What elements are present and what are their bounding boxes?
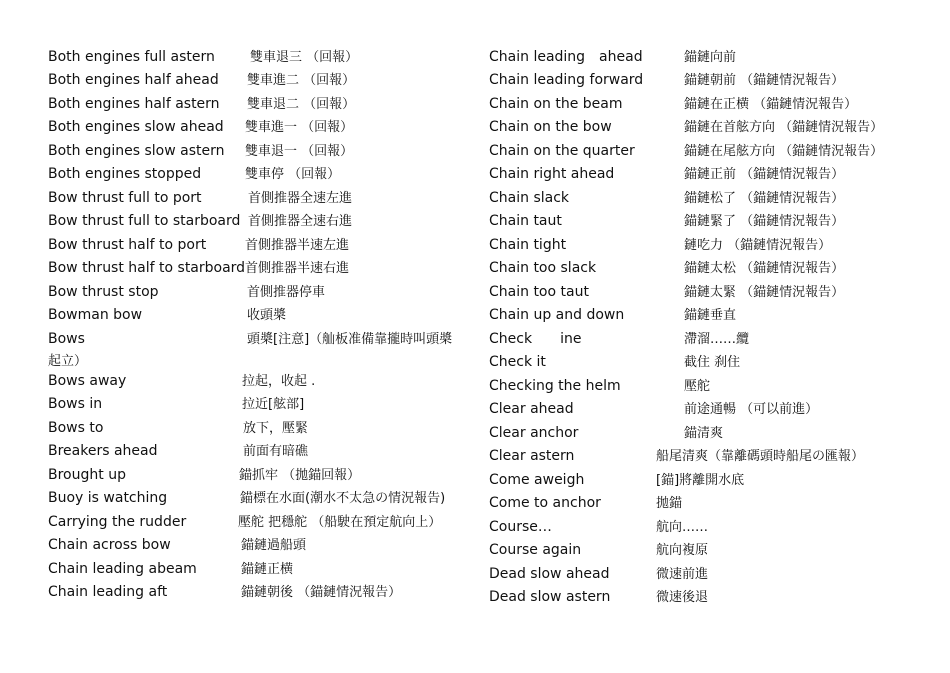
chinese-translation: 錨鏈垂直 bbox=[684, 308, 737, 323]
english-term: Bow thrust half to port bbox=[48, 237, 207, 253]
english-term: Bows to bbox=[48, 420, 104, 436]
english-term: Breakers ahead bbox=[48, 443, 158, 459]
chinese-translation: 錨鏈過船頭 bbox=[241, 538, 307, 553]
term-entry bbox=[489, 116, 930, 139]
english-term: Come aweigh bbox=[489, 472, 585, 488]
english-term: Chain tight bbox=[489, 237, 567, 253]
term-entry bbox=[489, 516, 930, 539]
english-term: Both engines full astern bbox=[48, 49, 215, 65]
chinese-translation: 錨鏈太緊 （錨鏈情況報告） bbox=[684, 285, 845, 300]
english-term: Chain on the beam bbox=[489, 96, 623, 112]
chinese-translation: 雙車進一 （回報） bbox=[245, 120, 354, 135]
english-term: Dead slow astern bbox=[489, 589, 611, 605]
term-entry bbox=[489, 375, 930, 398]
english-term: Course again bbox=[489, 542, 582, 558]
chinese-translation: 拉起，收起 . bbox=[242, 374, 316, 389]
chinese-translation: 前途通暢 （可以前進） bbox=[684, 402, 819, 417]
english-term: Bow thrust half to starboard bbox=[48, 260, 246, 276]
english-term: Bow thrust stop bbox=[48, 284, 159, 300]
english-term: Check ine bbox=[489, 331, 582, 347]
english-term: Dead slow ahead bbox=[489, 566, 610, 582]
english-term: Chain too slack bbox=[489, 260, 597, 276]
chinese-translation: 錨鏈朝後 （錨鏈情況報告） bbox=[241, 585, 402, 600]
english-term: Bows in bbox=[48, 396, 103, 412]
english-term: Bow thrust full to starboard bbox=[48, 213, 241, 229]
chinese-translation: [錨]將離開水底 bbox=[656, 473, 745, 488]
english-term: Chain across bow bbox=[48, 537, 171, 553]
chinese-translation: 航向…… bbox=[656, 520, 709, 535]
english-term: Chain up and down bbox=[489, 307, 625, 323]
english-term: Checking the helm bbox=[489, 378, 621, 394]
chinese-translation: 錨抓牢 （拋錨回報） bbox=[239, 468, 361, 483]
chinese-translation: 滯溜……纜 bbox=[684, 332, 750, 347]
english-term: Bow thrust full to port bbox=[48, 190, 202, 206]
chinese-translation: 首側推器半速左進 bbox=[245, 238, 350, 253]
english-term: Course… bbox=[489, 519, 552, 535]
chinese-translation: 拋錨 bbox=[656, 496, 683, 511]
english-term: Chain leading aft bbox=[48, 584, 168, 600]
chinese-translation: 雙車退一 （回報） bbox=[245, 144, 354, 159]
chinese-translation: 錨鏈在正横 （錨鏈情況報告） bbox=[684, 97, 858, 112]
chinese-translation: 壓舵 把穩舵 （船駛在預定航向上） bbox=[238, 515, 442, 530]
english-term: Chain on the quarter bbox=[489, 143, 635, 159]
chinese-translation: 錨鏈向前 bbox=[684, 50, 737, 65]
term-entry bbox=[489, 586, 930, 609]
english-term: Both engines half astern bbox=[48, 96, 220, 112]
english-term: Clear ahead bbox=[489, 401, 574, 417]
english-term: Bows bbox=[48, 331, 85, 347]
english-term: Check it bbox=[489, 354, 546, 370]
english-term: Bows away bbox=[48, 373, 127, 389]
chinese-translation: 壓舵 bbox=[684, 379, 711, 394]
term-entry bbox=[489, 69, 930, 92]
chinese-translation: 船尾清爽（靠離碼頭時船尾の匯報） bbox=[656, 449, 865, 464]
english-term: Brought up bbox=[48, 467, 126, 483]
chinese-translation: 拉近[舷部] bbox=[242, 397, 305, 412]
term-entry bbox=[489, 539, 930, 562]
english-term: Chain slack bbox=[489, 190, 570, 206]
english-term: Chain leading abeam bbox=[48, 561, 197, 577]
chinese-translation: 錨鏈正前 （錨鏈情況報告） bbox=[684, 167, 845, 182]
term-entry bbox=[489, 469, 930, 492]
term-entry bbox=[489, 304, 930, 327]
chinese-translation: 錨鏈太松 （錨鏈情況報告） bbox=[684, 261, 845, 276]
english-term: Both engines half ahead bbox=[48, 72, 219, 88]
chinese-translation: 錨鏈在首舷方向 （錨鏈情況報告） bbox=[684, 120, 884, 135]
chinese-translation: 頭槳[注意]（舢板准備靠攏時叫頭槳 bbox=[247, 332, 453, 347]
chinese-translation: 航向複原 bbox=[656, 543, 709, 558]
english-term: Bowman bow bbox=[48, 307, 143, 323]
chinese-translation: 首側推器半速右進 bbox=[245, 261, 350, 276]
chinese-translation: 錨清爽 bbox=[684, 426, 724, 441]
term-entry bbox=[489, 163, 930, 186]
chinese-translation: 錨標在水面(潮水不太急の情況報告) bbox=[240, 491, 446, 506]
chinese-translation: 錨鏈在尾舷方向 （錨鏈情況報告） bbox=[684, 144, 884, 159]
chinese-translation: 雙車退三 （回報） bbox=[250, 50, 359, 65]
chinese-translation: 前面有暗礁 bbox=[243, 444, 309, 459]
english-term: Carrying the rudder bbox=[48, 514, 187, 530]
term-entry bbox=[489, 187, 930, 210]
english-term: Chain leading forward bbox=[489, 72, 644, 88]
chinese-translation: 微速後退 bbox=[656, 590, 709, 605]
term-entry bbox=[489, 422, 930, 445]
english-term: Chain on the bow bbox=[489, 119, 612, 135]
term-entry bbox=[489, 445, 930, 468]
chinese-translation: 首側推器停車 bbox=[247, 285, 326, 300]
english-term: Chain too taut bbox=[489, 284, 589, 300]
term-entry bbox=[489, 234, 930, 257]
chinese-translation: 收頭槳 bbox=[247, 308, 287, 323]
english-term: Come to anchor bbox=[489, 495, 601, 511]
term-entry bbox=[489, 46, 930, 69]
term-entry bbox=[489, 398, 930, 421]
chinese-translation: 放下，壓緊 bbox=[243, 421, 309, 436]
chinese-translation: 錨鏈緊了 （錨鏈情況報告） bbox=[684, 214, 845, 229]
term-entry bbox=[489, 210, 930, 233]
term-entry bbox=[489, 257, 930, 280]
english-term: Both engines stopped bbox=[48, 166, 202, 182]
english-term: Both engines slow ahead bbox=[48, 119, 224, 135]
chinese-translation: 首側推器全速左進 bbox=[248, 191, 353, 206]
chinese-translation: 鏈吃力 （錨鏈情況報告） bbox=[684, 238, 832, 253]
chinese-translation: 雙車退二 （回報） bbox=[247, 97, 356, 112]
chinese-translation: 截住 刹住 bbox=[684, 355, 741, 370]
chinese-translation: 微速前進 bbox=[656, 567, 709, 582]
chinese-translation: 錨鏈朝前 （錨鏈情況報告） bbox=[684, 73, 845, 88]
english-term: Chain leading ahead bbox=[489, 49, 643, 65]
term-entry bbox=[489, 328, 930, 351]
chinese-translation: 雙車進二 （回報） bbox=[247, 73, 356, 88]
term-entry bbox=[489, 281, 930, 304]
english-term: Chain taut bbox=[489, 213, 562, 229]
english-term: Chain right ahead bbox=[489, 166, 615, 182]
english-term: Clear astern bbox=[489, 448, 575, 464]
term-entry bbox=[489, 492, 930, 515]
chinese-translation: 首側推器全速右進 bbox=[248, 214, 353, 229]
term-entry bbox=[489, 140, 930, 163]
chinese-translation: 錨鏈松了 （錨鏈情況報告） bbox=[684, 191, 845, 206]
chinese-translation-continued: 起立） bbox=[48, 354, 88, 369]
english-term: Both engines slow astern bbox=[48, 143, 225, 159]
term-entry bbox=[489, 351, 930, 374]
term-entry bbox=[489, 563, 930, 586]
english-term: Clear anchor bbox=[489, 425, 579, 441]
term-entry bbox=[489, 93, 930, 116]
chinese-translation: 雙車停 （回報） bbox=[245, 167, 341, 182]
english-term: Buoy is watching bbox=[48, 490, 168, 506]
chinese-translation: 錨鏈正横 bbox=[241, 562, 294, 577]
